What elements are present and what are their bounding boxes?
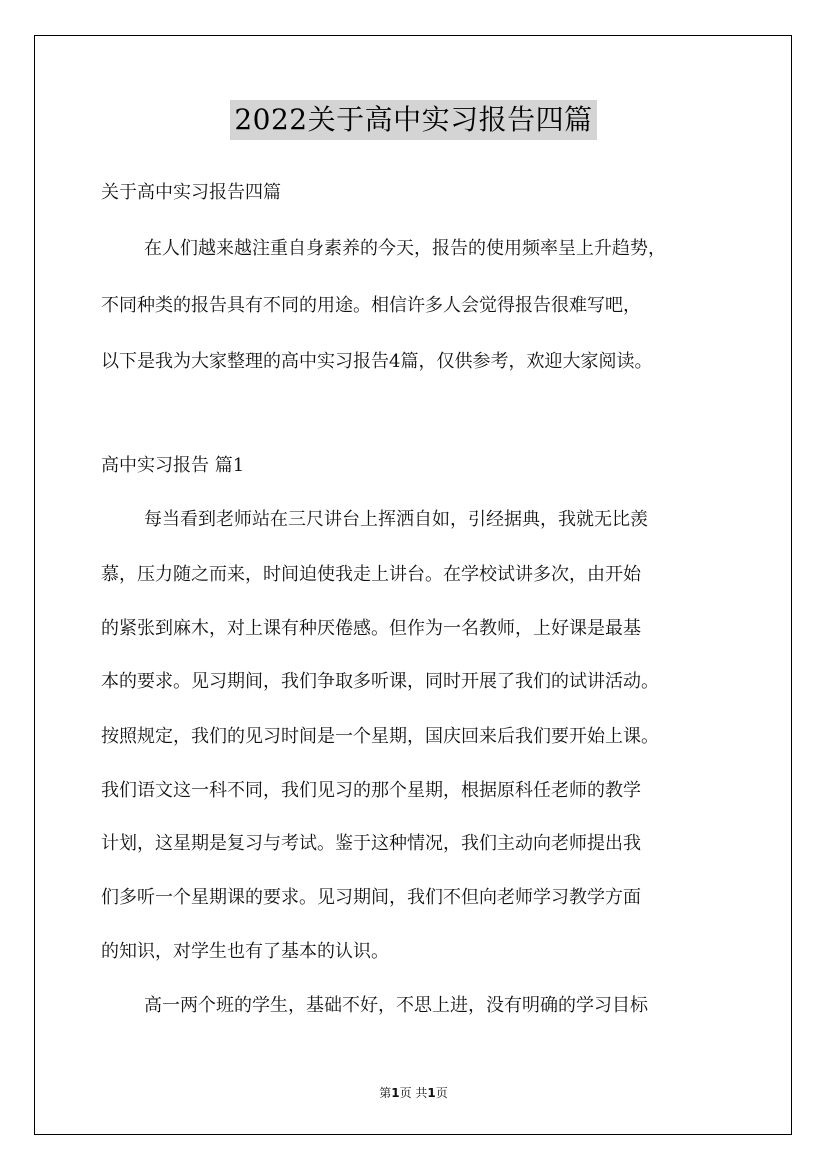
footer-page-mid: 页 共 — [399, 1086, 428, 1100]
page-footer — [0, 1086, 827, 1100]
body-line-9: 的知识，对学生也有了基本的认识。 — [101, 941, 389, 962]
intro-line-3: 以下是我为大家整理的高中实习报告4篇，仅供参考，欢迎大家阅读。 — [101, 351, 653, 372]
footer-page-total: 1 — [427, 1086, 436, 1100]
footer-page-suffix: 页 — [435, 1086, 448, 1100]
title-wrap — [0, 100, 827, 140]
body-line-10: 高一两个班的学生，基础不好，不思上进，没有明确的学习目标 — [144, 995, 648, 1016]
intro-line-1: 在人们越来越注重自身素养的今天，报告的使用频率呈上升趋势， — [144, 238, 666, 259]
body-line-3: 的紧张到麻木，对上课有种厌倦感。但作为一名教师，上好课是最基 — [101, 618, 641, 639]
body-line-4: 本的要求。见习期间，我们争取多听课，同时开展了我们的试讲活动。 — [101, 671, 659, 692]
footer-page-current: 1 — [391, 1086, 400, 1100]
intro-line-2: 不同种类的报告具有不同的用途。相信许多人会觉得报告很难写吧， — [101, 295, 641, 316]
body-line-6: 我们语文这一科不同，我们见习的那个星期，根据原科任老师的教学 — [101, 780, 641, 801]
body-line-1: 每当看到老师站在三尺讲台上挥洒自如，引经据典，我就无比羡 — [144, 509, 648, 530]
footer-page-prefix: 第 — [379, 1086, 392, 1100]
section-heading: 高中实习报告 篇1 — [101, 455, 245, 476]
body-line-7: 计划，这星期是复习与考试。鉴于这种情况，我们主动向老师提出我 — [101, 833, 641, 854]
document-title: 2022关于高中实习报告四篇 — [230, 100, 596, 140]
body-line-8: 们多听一个星期课的要求。见习期间，我们不但向老师学习教学方面 — [101, 887, 641, 908]
document-subtitle: 关于高中实习报告四篇 — [101, 182, 281, 203]
body-line-5: 按照规定，我们的见习时间是一个星期，国庆回来后我们要开始上课。 — [101, 726, 659, 747]
body-line-2: 慕，压力随之而来，时间迫使我走上讲台。在学校试讲多次，由开始 — [101, 564, 641, 585]
